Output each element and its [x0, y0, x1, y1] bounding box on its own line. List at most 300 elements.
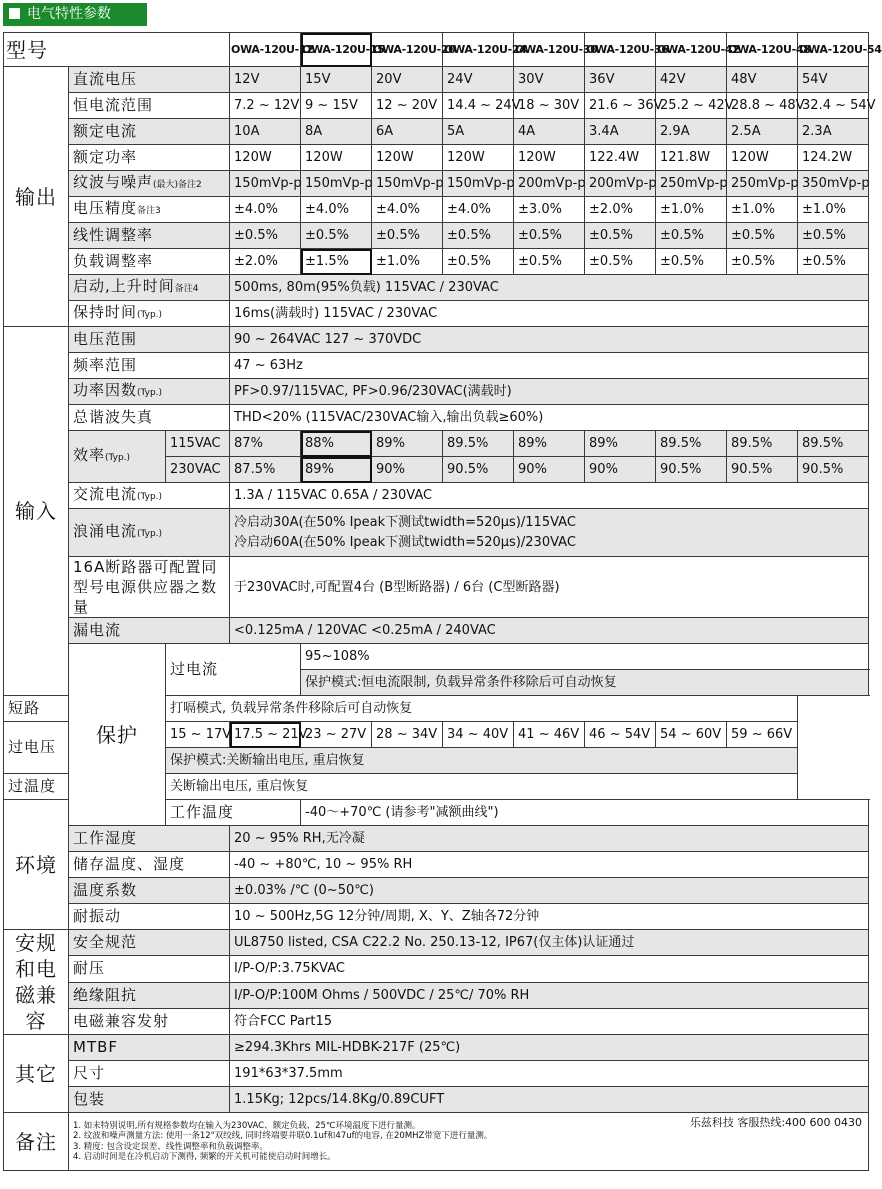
- row-label-text: 工作温度: [170, 803, 235, 821]
- value-cell: [301, 119, 372, 145]
- section-header: [3, 3, 147, 26]
- value-cell-text: 90.5%: [660, 462, 702, 477]
- value-cell: [230, 930, 869, 956]
- value-cell-text: ±0.5%: [589, 228, 633, 243]
- row-label: [69, 557, 230, 618]
- value-cell-text: 191*63*37.5mm: [234, 1066, 343, 1081]
- model-header-text: OWA-120U-15: [302, 43, 385, 56]
- table-row: [4, 327, 869, 353]
- value-cell-text: 23 ~ 27V: [305, 727, 367, 742]
- value-cell: [230, 982, 869, 1008]
- value-cell-text: 34 ~ 40V: [447, 727, 509, 742]
- value-cell-text: 89%: [376, 436, 405, 451]
- row-label: [166, 644, 301, 696]
- value-cell-text: ±0.5%: [518, 228, 562, 243]
- notes-cell-line: 4. 启动时间是在冷机启动下测得, 频繁的开关机可能使启动时间增长。: [73, 1152, 336, 1162]
- value-cell: [372, 249, 443, 275]
- value-cell-text: 于230VAC时,可配置4台 (B型断路器) / 6台 (C型断路器): [234, 579, 560, 595]
- table-row: [4, 119, 869, 145]
- value-cell-text: 89.5%: [802, 436, 844, 451]
- value-cell: [230, 618, 869, 644]
- value-cell-text: 121.8W: [660, 150, 711, 165]
- row-label-text: 频率范围: [73, 356, 138, 374]
- model-header-text: OWA-120U-12: [231, 43, 314, 56]
- value-cell-text: 1.3A / 115VAC 0.65A / 230VAC: [234, 488, 433, 503]
- row-label: [69, 327, 230, 353]
- table-row: [4, 826, 869, 852]
- value-cell: [798, 93, 876, 119]
- value-cell-text: ≥294.3Khrs MIL-HDBK-217F (25℃): [234, 1040, 461, 1055]
- row-label: [69, 145, 230, 171]
- row-label: [69, 956, 230, 982]
- model-header-text: OWA-120U-24: [444, 43, 527, 56]
- row-label-text: 电压精度: [73, 198, 138, 217]
- value-cell-line: 冷启动30A(在50% Ipeak下测试twidth=520μs)/115VAC: [234, 514, 576, 530]
- model-header: [798, 33, 882, 67]
- row-label: [69, 982, 230, 1008]
- value-cell: [230, 327, 869, 353]
- value-cell-text: ±0.5%: [518, 254, 562, 269]
- row-label: [69, 119, 230, 145]
- value-cell: [301, 223, 372, 249]
- value-cell-text: 95~108%: [305, 649, 370, 664]
- value-cell: [727, 223, 798, 249]
- value-cell-text: 2.9A: [660, 124, 690, 139]
- row-label: [69, 1087, 230, 1113]
- value-cell: [585, 119, 656, 145]
- table-row: [4, 93, 869, 119]
- row-label-text: 过电流: [170, 660, 219, 678]
- row-label: [69, 852, 230, 878]
- value-cell: [230, 509, 869, 557]
- value-cell: [443, 119, 514, 145]
- volt-cell: [166, 431, 230, 457]
- value-cell: [230, 145, 301, 171]
- value-cell: [443, 431, 514, 457]
- value-cell-text: 符合FCC Part15: [234, 1013, 333, 1029]
- value-cell: [230, 483, 869, 509]
- value-cell-text: 10A: [234, 124, 260, 139]
- spec-table: [3, 32, 882, 1171]
- table-row: [4, 1035, 869, 1061]
- value-cell-text: ±4.0%: [447, 202, 491, 217]
- value-cell: [727, 249, 798, 275]
- row-label-text: 温度系数: [73, 881, 138, 899]
- value-cell: [727, 722, 798, 748]
- value-cell-text: 120W: [447, 150, 485, 165]
- value-cell: [230, 249, 301, 275]
- table-row: [4, 1008, 869, 1034]
- value-cell: [372, 722, 443, 748]
- value-cell: [230, 1061, 869, 1087]
- value-cell: [230, 1035, 869, 1061]
- value-cell-text: 87.5%: [234, 462, 276, 477]
- value-cell: [656, 249, 727, 275]
- value-cell: [443, 457, 514, 483]
- value-cell: [656, 119, 727, 145]
- value-cell-text: 32.4 ~ 54V: [802, 98, 876, 113]
- value-cell: [514, 171, 585, 197]
- table-row: [4, 67, 869, 93]
- notes-cell-line: 3. 精度: 包含设定误差、线性调整率和负载调整率。: [73, 1141, 268, 1152]
- value-cell-text: 150mVp-p: [305, 176, 373, 191]
- value-cell: [727, 93, 805, 119]
- value-cell: [301, 722, 372, 748]
- row-label-text: 漏电流: [73, 621, 122, 639]
- value-cell-text: THD<20% (115VAC/230VAC输入,输出负载≥60%): [234, 410, 544, 425]
- value-cell-text: ±0.5%: [660, 254, 704, 269]
- value-cell: [230, 353, 869, 379]
- value-cell-text: PF>0.97/115VAC, PF>0.96/230VAC(满载时): [234, 384, 512, 399]
- row-label: [69, 275, 230, 301]
- table-row: [4, 379, 869, 405]
- value-cell-text: 90.5%: [731, 462, 773, 477]
- value-cell: [585, 223, 656, 249]
- row-label-text: 耐压: [73, 959, 106, 978]
- row-label: [69, 431, 166, 483]
- value-cell: [443, 197, 514, 223]
- value-cell-text: 90%: [589, 462, 618, 477]
- value-cell: [230, 1087, 869, 1113]
- value-cell: [301, 197, 372, 223]
- value-cell: [514, 119, 585, 145]
- value-cell: [301, 171, 372, 197]
- value-cell-text: 150mVp-p: [234, 176, 302, 191]
- value-cell: [656, 431, 727, 457]
- value-cell: [798, 145, 869, 171]
- value-cell-text: 90%: [376, 462, 405, 477]
- label-note: 备注3: [137, 205, 161, 216]
- value-cell: [301, 145, 372, 171]
- row-label: [69, 1008, 230, 1034]
- value-cell-text: ±4.0%: [305, 202, 349, 217]
- value-cell-text: ±0.5%: [447, 254, 491, 269]
- value-cell-text: ±0.5%: [234, 228, 278, 243]
- notes-cell: [69, 1113, 869, 1171]
- value-cell-text: 关断输出电压, 重启恢复: [170, 779, 309, 794]
- value-cell: [585, 431, 656, 457]
- value-cell: [372, 93, 443, 119]
- row-label-text: 尺寸: [73, 1064, 106, 1082]
- value-cell: [372, 171, 443, 197]
- value-cell: [230, 431, 301, 457]
- row-label-text: 安全规范: [73, 933, 138, 952]
- row-label: [69, 171, 230, 197]
- model-header-text: OWA-120U-48: [728, 43, 811, 56]
- value-cell-text: ±1.5%: [305, 254, 349, 269]
- row-label-text: MTBF: [73, 1038, 119, 1056]
- group-environment: [4, 800, 69, 930]
- value-cell-text: 25.2 ~ 42V: [660, 98, 734, 113]
- section-title: 电气特性参数: [27, 6, 111, 22]
- value-cell-text: ±0.5%: [447, 228, 491, 243]
- value-cell-text: ±0.5%: [305, 228, 349, 243]
- value-cell-text: ±1.0%: [376, 254, 420, 269]
- label-note: (Typ.): [137, 528, 163, 539]
- value-cell-text: 120W: [518, 150, 556, 165]
- group-other: [4, 1035, 69, 1113]
- value-cell-text: 4A: [518, 124, 536, 139]
- value-cell-text: 2.3A: [802, 124, 832, 139]
- value-cell: [514, 457, 585, 483]
- value-cell: [443, 93, 521, 119]
- value-cell: [514, 431, 585, 457]
- value-cell-text: 150mVp-p: [376, 176, 444, 191]
- value-cell-text: 89%: [305, 462, 334, 477]
- value-cell-text: ±3.0%: [518, 202, 562, 217]
- value-cell-text: 500ms, 80m(95%负载) 115VAC / 230VAC: [234, 280, 499, 295]
- row-label-text: 工作湿度: [73, 829, 138, 847]
- value-cell-text: ±4.0%: [234, 202, 278, 217]
- model-header-text: OWA-120U-42: [657, 43, 740, 56]
- value-cell-text: 24V: [447, 72, 473, 87]
- value-cell: [585, 197, 656, 223]
- value-cell-text: 250mVp-p: [660, 176, 728, 191]
- value-cell: [443, 67, 514, 93]
- group-environment-text: 环境: [15, 852, 57, 877]
- value-cell-text: 12 ~ 20V: [376, 98, 438, 113]
- value-cell: [514, 145, 585, 171]
- value-cell-text: 120W: [731, 150, 769, 165]
- value-cell: [443, 223, 514, 249]
- table-row: [4, 852, 869, 878]
- value-cell-text: 15V: [305, 72, 331, 87]
- table-row: [4, 197, 869, 223]
- value-cell: [166, 748, 798, 774]
- value-cell: [585, 67, 656, 93]
- value-cell-text: -40〜+70℃ (请参考"减额曲线"): [305, 805, 499, 820]
- value-cell: [301, 67, 372, 93]
- table-row: [4, 275, 869, 301]
- value-cell-text: I/P-O/P:3.75KVAC: [234, 961, 345, 977]
- value-cell-text: ±4.0%: [376, 202, 420, 217]
- value-cell: [301, 93, 372, 119]
- value-cell: [443, 171, 514, 197]
- value-cell: [798, 67, 869, 93]
- value-cell: [230, 557, 869, 618]
- value-cell: [301, 457, 372, 483]
- value-cell: [230, 93, 301, 119]
- group-safety: [4, 930, 69, 1035]
- row-label-text: 恒电流范围: [73, 96, 154, 114]
- value-cell: [230, 171, 301, 197]
- value-cell: [230, 223, 301, 249]
- value-cell: [301, 670, 869, 696]
- value-cell: [585, 457, 656, 483]
- value-cell: [230, 1008, 869, 1034]
- contact-hotline: 乐兹科技 客服热线:400 600 0430: [689, 1116, 863, 1129]
- value-cell: [656, 197, 727, 223]
- row-label-text: 额定功率: [73, 148, 138, 166]
- model-header: [656, 33, 740, 67]
- value-cell: [230, 826, 869, 852]
- value-cell-text: UL8750 listed, CSA C22.2 No. 250.13-12, IP67(仅主体)认证通过: [234, 935, 635, 951]
- value-cell-text: <0.125mA / 120VAC <0.25mA / 240VAC: [234, 623, 496, 638]
- model-header: [585, 33, 669, 67]
- notes-cell-line: 2. 纹波和噪声测量方法: 使用一条12"双绞线, 同时终端要并联0.1uf和47uf的电容, 在20MHZ带宽下进行量测。: [73, 1131, 493, 1141]
- value-cell-text: 14.4 ~ 24V: [447, 98, 521, 113]
- value-cell: [585, 93, 663, 119]
- value-cell-text: 5A: [447, 124, 465, 139]
- row-label: [69, 223, 230, 249]
- model-header: [372, 33, 456, 67]
- label-note: (Typ.): [137, 387, 163, 398]
- value-cell-text: 15 ~ 17V: [170, 727, 232, 742]
- value-cell: [514, 67, 585, 93]
- value-cell-text: 16ms(满载时) 115VAC / 230VAC: [234, 306, 438, 321]
- value-cell-text: 17.5 ~ 21V: [234, 727, 308, 742]
- value-cell-text: 250mVp-p: [731, 176, 799, 191]
- row-label-text: 电压范围: [73, 330, 138, 348]
- value-cell-line: 冷启动60A(在50% Ipeak下测试twidth=520μs)/230VAC: [234, 534, 576, 550]
- table-row: [4, 145, 869, 171]
- value-cell: [656, 93, 734, 119]
- row-label-text: 额定电流: [73, 122, 138, 140]
- row-label: [4, 696, 166, 722]
- group-notes: [4, 1113, 69, 1171]
- value-cell-text: 90.5%: [802, 462, 844, 477]
- value-cell: [798, 171, 869, 197]
- value-cell-text: 54 ~ 60V: [660, 727, 722, 742]
- value-cell: [514, 722, 585, 748]
- row-label-text: 保持时间: [73, 302, 138, 321]
- table-row: [4, 982, 869, 1008]
- value-cell-text: 30V: [518, 72, 544, 87]
- model-header-text: OWA-120U-30: [515, 43, 598, 56]
- value-cell-text: 9 ~ 15V: [305, 98, 358, 113]
- value-cell-text: 150mVp-p: [447, 176, 515, 191]
- value-cell-text: 120W: [376, 150, 414, 165]
- table-row: [4, 353, 869, 379]
- row-label: [69, 405, 230, 431]
- value-cell: [727, 171, 798, 197]
- value-cell: [727, 457, 798, 483]
- row-label-text: 线性调整率: [73, 226, 154, 244]
- value-cell-text: 90.5%: [447, 462, 489, 477]
- value-cell: [301, 644, 869, 670]
- group-protection-text: 保护: [96, 722, 138, 747]
- value-cell: [798, 223, 869, 249]
- value-cell: [727, 119, 798, 145]
- value-cell-text: ±0.03% /℃ (0~50℃): [234, 883, 374, 898]
- table-row: [4, 405, 869, 431]
- row-label-text: 绝缘阻抗: [73, 985, 138, 1004]
- value-cell-text: 28.8 ~ 48V: [731, 98, 805, 113]
- value-cell: [230, 722, 308, 748]
- value-cell-text: 20V: [376, 72, 402, 87]
- value-cell: [656, 145, 727, 171]
- value-cell-text: 28 ~ 34V: [376, 727, 438, 742]
- label-note: (Typ.): [137, 309, 163, 320]
- row-label: [166, 800, 301, 826]
- table-row: [4, 171, 869, 197]
- value-cell-text: I/P-O/P:100M Ohms / 500VDC / 25℃/ 70% RH: [234, 987, 530, 1003]
- value-cell: [372, 67, 443, 93]
- volt-cell: [166, 457, 230, 483]
- row-label: [69, 353, 230, 379]
- value-cell: [656, 67, 727, 93]
- table-row: [4, 301, 869, 327]
- row-label-text: 耐振动: [73, 907, 122, 925]
- value-cell: [230, 119, 301, 145]
- label-note: (Typ.): [105, 452, 131, 463]
- table-row: [4, 696, 869, 722]
- table-row: [4, 904, 869, 930]
- group-input: [4, 327, 69, 696]
- table-row: [4, 483, 869, 509]
- value-cell-text: 21.6 ~ 36V: [589, 98, 663, 113]
- value-cell-text: 41 ~ 46V: [518, 727, 580, 742]
- group-other-text: 其它: [15, 1061, 57, 1086]
- value-cell: [230, 301, 869, 327]
- value-cell-text: 200mVp-p: [589, 176, 657, 191]
- model-label-text: 型号: [6, 37, 48, 62]
- row-label-text: 纹波与噪声: [73, 172, 154, 191]
- value-cell-text: 7.2 ~ 12V: [234, 98, 300, 113]
- value-cell: [656, 457, 727, 483]
- value-cell-text: 59 ~ 66V: [731, 727, 793, 742]
- value-cell-text: 124.2W: [802, 150, 853, 165]
- row-label-text: 浪涌电流: [73, 521, 138, 540]
- value-cell-text: 47 ~ 63Hz: [234, 358, 303, 373]
- value-cell-text: 89.5%: [731, 436, 773, 451]
- row-label: [69, 509, 230, 557]
- label-note: (最大)备注2: [153, 179, 202, 190]
- value-cell: [372, 145, 443, 171]
- value-cell-text: ±0.5%: [589, 254, 633, 269]
- value-cell-text: ±2.0%: [589, 202, 633, 217]
- value-cell: [585, 249, 656, 275]
- square-icon: [9, 8, 20, 19]
- value-cell: [656, 722, 727, 748]
- value-cell: [372, 197, 443, 223]
- model-header: [230, 33, 314, 67]
- group-input-text: 输入: [15, 499, 57, 523]
- value-cell: [230, 904, 869, 930]
- table-row: [4, 774, 869, 800]
- spec-table-body: [4, 33, 882, 1171]
- value-cell-text: 8A: [305, 124, 323, 139]
- row-label: [69, 93, 230, 119]
- row-label-text: 包装: [73, 1090, 106, 1108]
- value-cell-text: 122.4W: [589, 150, 640, 165]
- value-cell-text: 88%: [305, 436, 334, 451]
- model-header-text: OWA-120U-36: [586, 43, 669, 56]
- value-cell: [301, 800, 869, 826]
- value-cell: [727, 67, 798, 93]
- value-cell-text: ±0.5%: [731, 254, 775, 269]
- value-cell: [514, 93, 585, 119]
- row-label: [69, 67, 230, 93]
- value-cell: [230, 197, 301, 223]
- group-output: [4, 67, 69, 327]
- value-cell: [585, 145, 656, 171]
- row-label-text: 储存温度、湿度: [73, 855, 186, 873]
- row-label-text: 启动,上升时间: [73, 276, 175, 295]
- value-cell: [230, 67, 301, 93]
- row-label-text: 过温度: [8, 777, 57, 795]
- row-label-text: 功率因数: [73, 380, 138, 399]
- value-cell: [798, 431, 869, 457]
- value-cell-text: 89%: [589, 436, 618, 451]
- model-header: [301, 33, 385, 67]
- value-cell-text: 保护模式:恒电流限制, 负载异常条件移除后可自动恢复: [305, 675, 617, 690]
- row-label: [69, 1035, 230, 1061]
- value-cell-text: 90 ~ 264VAC 127 ~ 370VDC: [234, 332, 422, 347]
- group-safety-text: 安规和电磁兼容: [15, 931, 57, 1033]
- value-cell: [443, 145, 514, 171]
- value-cell-text: ±1.0%: [802, 202, 846, 217]
